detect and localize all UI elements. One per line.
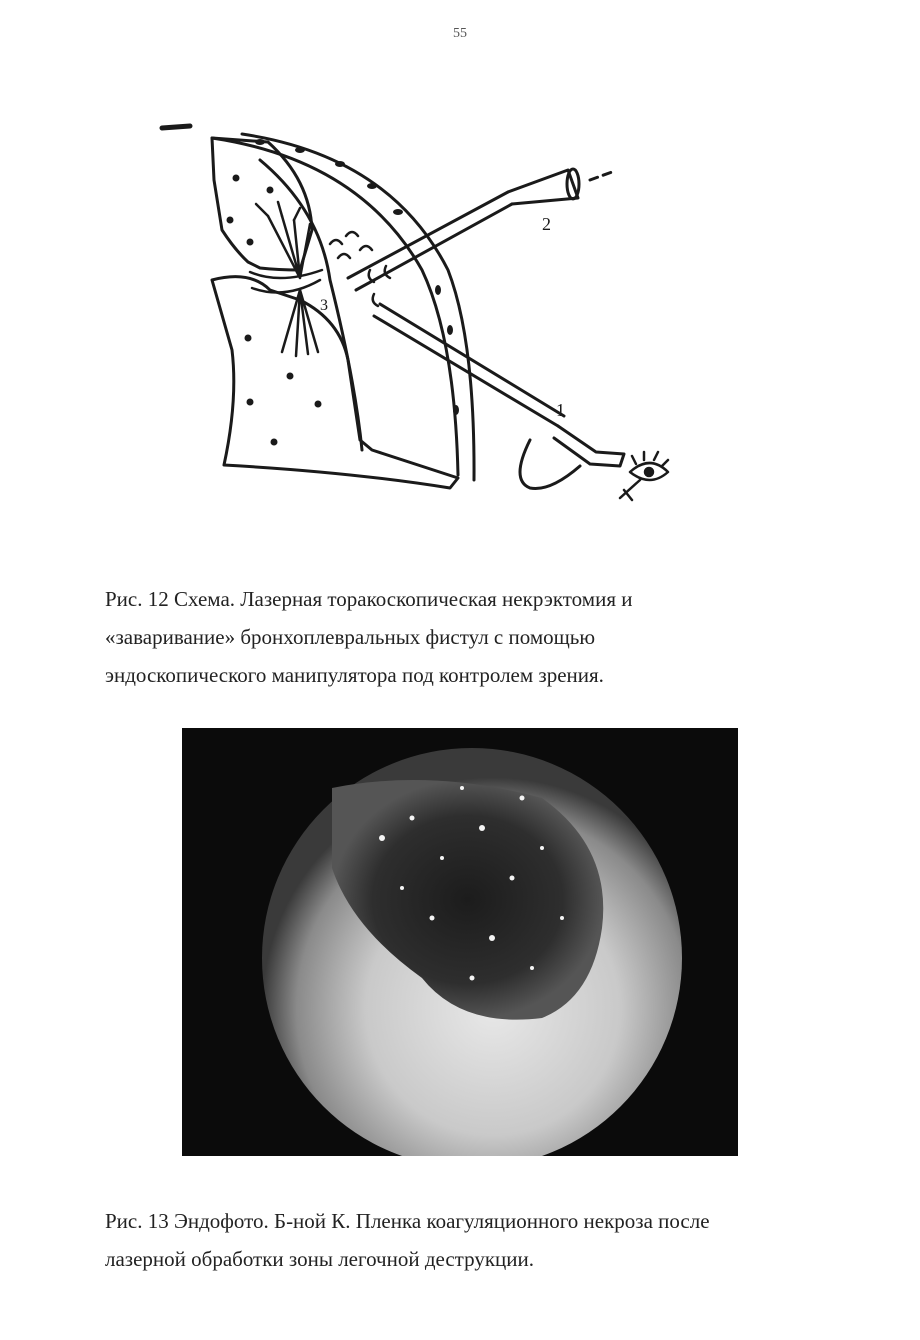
lower-lobe-outline — [212, 277, 458, 488]
caption-line: «заваривание» бронхоплевральных фистул с помощью — [105, 625, 596, 649]
caption-line: лазерной обработки зоны легочной деструкции. — [105, 1247, 535, 1271]
caption-line: Рис. 12 Схема. Лазерная торакоскопическая некрэктомия и — [105, 587, 633, 611]
laser-vapor — [330, 232, 390, 306]
caption-line: эндоскопического манипулятора под контролем зрения. — [105, 663, 604, 687]
endoscopic-manipulator — [374, 304, 624, 489]
figure-13-endophoto — [182, 728, 738, 1156]
page-number: 55 — [453, 26, 467, 41]
label-manipulator: 1 — [556, 400, 565, 420]
caption-line: Рис. 13 Эндофото. Б-ной К. Пленка коагуляционного некроза после — [105, 1209, 710, 1233]
label-fistula: 3 — [320, 297, 328, 314]
figure-13-caption — [105, 1202, 845, 1278]
figure-12-caption — [105, 580, 845, 694]
figure-12-schematic — [150, 120, 740, 530]
eye-icon — [620, 452, 668, 500]
thoracoscope — [348, 169, 612, 290]
scan-mark — [162, 126, 190, 128]
label-thoracoscope: 2 — [542, 214, 551, 234]
